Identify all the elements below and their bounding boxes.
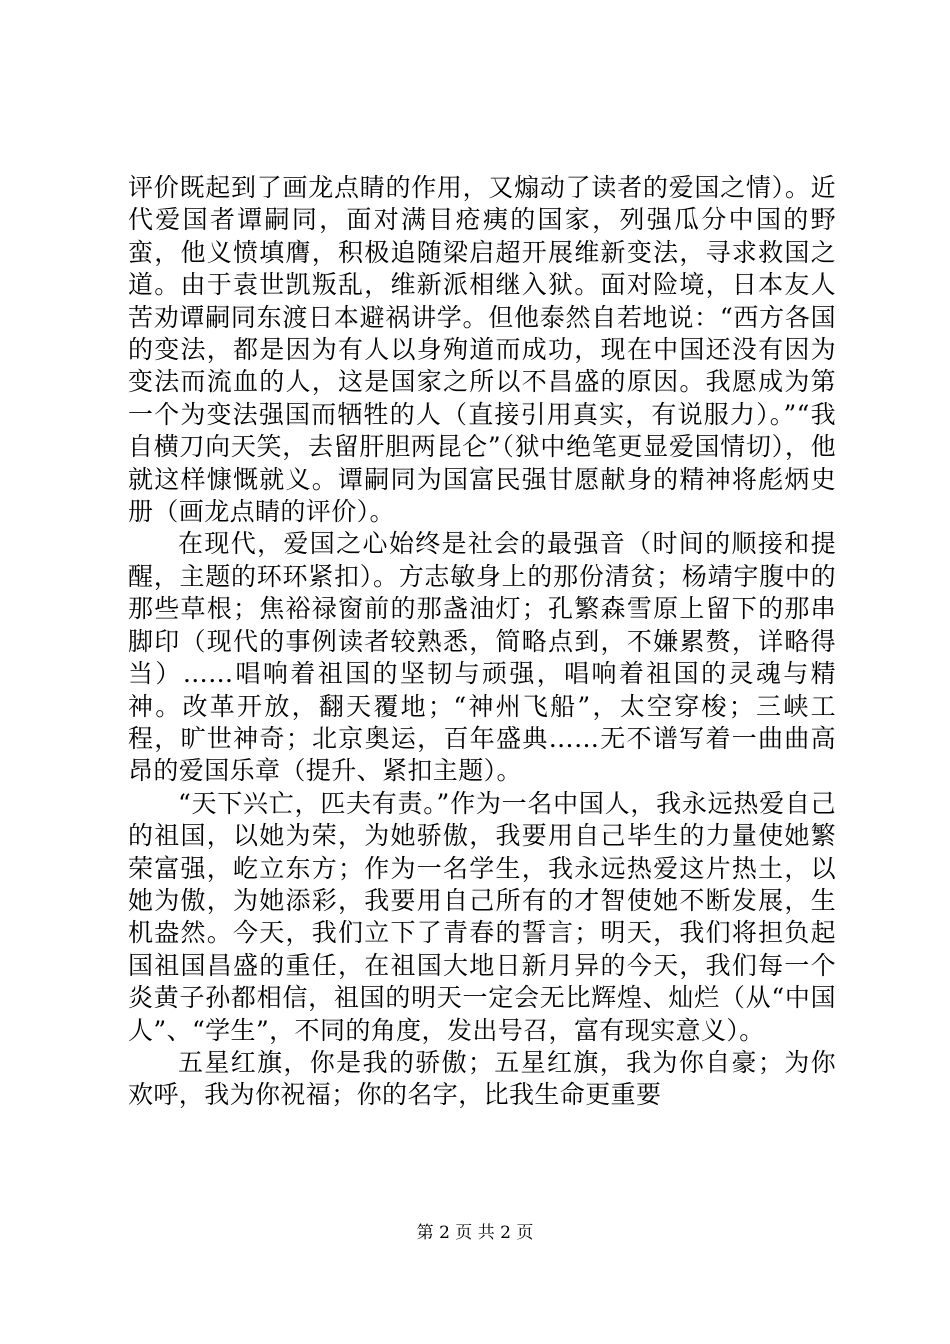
paragraph-five-star-flag: 五星红旗，你是我的骄傲；五星红旗，我为你自豪；为你欢呼，我为你祝福；你的名字，比我生命更重要 (128, 1047, 836, 1110)
paragraph-modern-patriotism: 在现代，爱国之心始终是社会的最强音（时间的顺接和提醒，主题的环环紧扣）。方志敏身上的那份清贫；杨靖宇腹中的那些草根；焦裕禄窗前的那盏油灯；孔繁森雪原上留下的那串脚印（现代的事例读者较熟悉，简略点到，不嫌累赘，详略得当）……唱响着祖国的坚韧与顽强，唱响着祖国的灵魂与精神。改革开放，翻天覆地；“神州飞船”，太空穿梭；三峡工程，旷世神奇；北京奥运，百年盛典……无不谱写着一曲曲高昂的爱国乐章（提升、紧扣主题）。 (128, 529, 836, 786)
document-body (128, 172, 836, 1112)
paragraph-tan-sitong: 评价既起到了画龙点睛的作用，又煽动了读者的爱国之情）。近代爱国者谭嗣同，面对满目疮痍的国家，列强瓜分中国的野蛮，他义愤填膺，积极追随梁启超开展维新变法，寻求救国之道。由于袁世凯叛乱，维新派相继入狱。面对险境，日本友人苦劝谭嗣同东渡日本避祸讲学。但他泰然自若地说：“西方各国的变法，都是因为有人以身殉道而成功，现在中国还没有因为变法而流血的人，这是国家之所以不昌盛的原因。我愿成为第一个为变法强国而牺牲的人（直接引用真实，有说服力）。”“我自横刀向天笑，去留肝胆两昆仑”（狱中绝笔更显爱国情切），他就这样慷慨就义。谭嗣同为国富民强甘愿献身的精神将彪炳史册（画龙点睛的评价）。 (128, 173, 836, 527)
paragraph-call-to-action: “天下兴亡，匹夫有责。”作为一名中国人，我永远热爱自己的祖国，以她为荣，为她骄傲，我要用自己毕生的力量使她繁荣富强，屹立东方；作为一名学生，我永远热爱这片热土，以她为傲，为她添彩，我要用自己所有的才智使她不断发展，生机盎然。今天，我们立下了青春的誓言；明天，我们将担负起国祖国昌盛的重任，在祖国大地日新月异的今天，我们每一个炎黄子孙都相信，祖国的明天一定会无比辉煌、灿烂（从“中国人”、“学生”，不同的角度，发出号召，富有现实意义）。 (128, 788, 836, 1045)
page-number-footer: 第 2 页 共 2 页 (416, 1223, 534, 1243)
